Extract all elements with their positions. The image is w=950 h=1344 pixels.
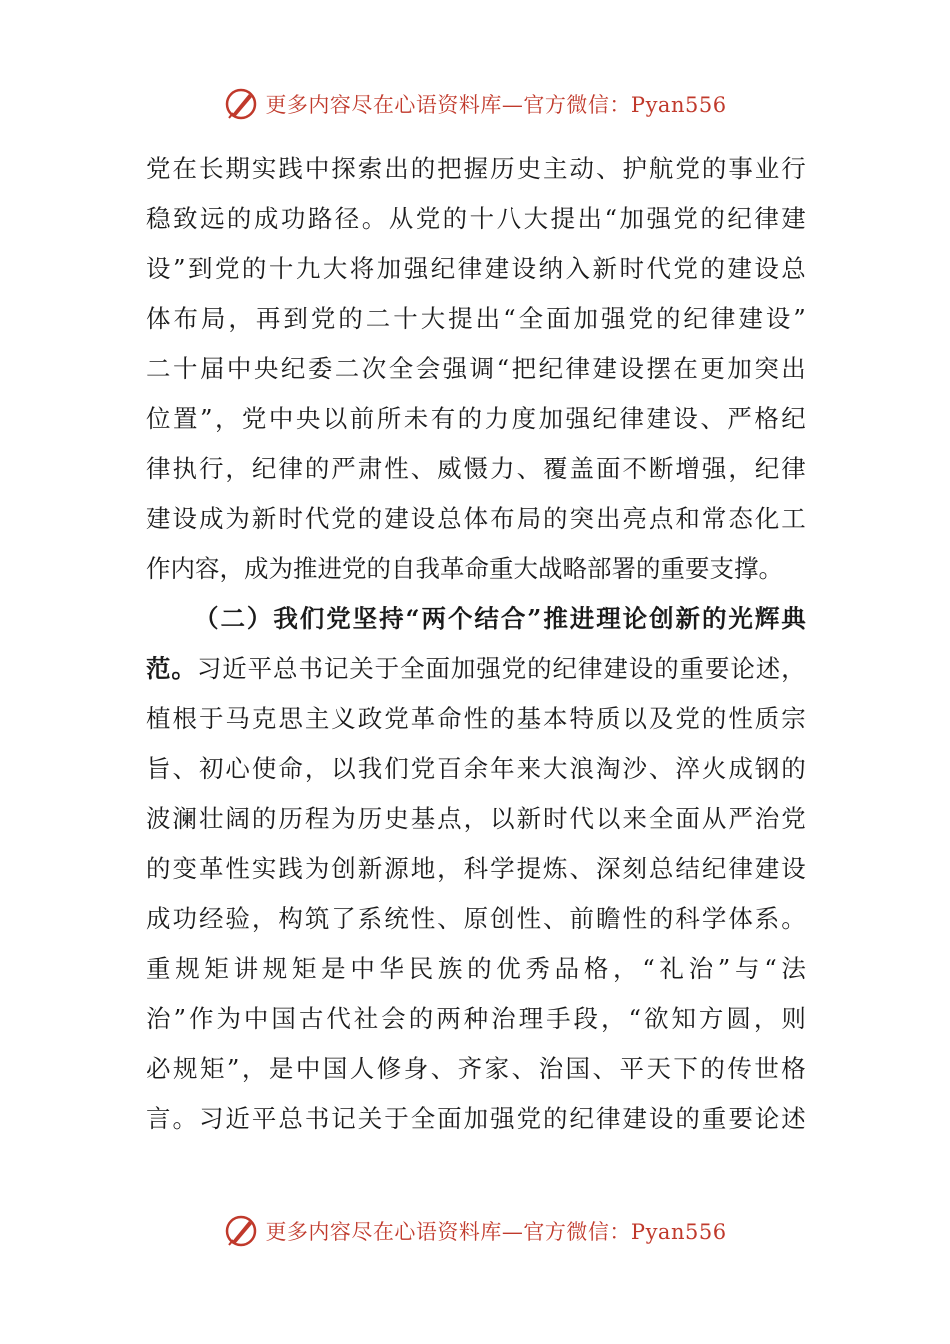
text-line: 波 澜 壮 阔 的 历 程 为 历 史 基 点 ， 以 新 时 代 以 来 全 面 从 严 治 党 [146,804,806,833]
text-line: 设 ” 到 党 的 十 九 大 将 加 强 纪 律 建 设 纳 入 新 时 代 党 的 建 设 总 [146,254,806,283]
text-line: 治 ” 作 为 中 国 古 代 社 会 的 两 种 治 理 手 段 ， “ 欲 知 方 圆 ， 则 [146,1004,806,1033]
section-heading: （ 二 ） 我 们 党 坚 持 “ 两 个 结 合 ” 推 进 理 论 创 新 的 光 辉 典 [194,604,806,633]
text-line: 位 置 ” ， 党 中 央 以 前 所 未 有 的 力 度 加 强 纪 律 建 设 、 严 格 纪 [146,404,806,433]
quill-pen-icon [223,86,259,122]
text-line: 言 。 习 近 平 总 书 记 关 于 全 面 加 强 党 的 纪 律 建 设 的 重 要 论 述 [146,1104,806,1133]
text-line: 律 执 行 ， 纪 律 的 严 肃 性 、 威 慑 力 、 覆 盖 面 不 断 增 强 ， 纪 律 [146,454,806,483]
document-body [146,144,806,1144]
header-banner-text: 更多内容尽在心语资料库—官方微信：Pyan556 [265,93,727,117]
header-banner [0,84,950,124]
text-line: 重 规 矩 讲 规 矩 是 中 华 民 族 的 优 秀 品 格 ， “ 礼 治 ” 与 “ 法 [146,954,806,983]
text-line: 范 。 习 近 平 总 书 记 关 于 全 面 加 强 党 的 纪 律 建 设 的 重 要 论 述 ， [146,654,806,683]
text-line: 的 变 革 性 实 践 为 创 新 源 地 ， 科 学 提 炼 、 深 刻 总 结 纪 律 建 设 [146,854,806,883]
quill-pen-icon [223,1213,259,1249]
text-line: 成 功 经 验 ， 构 筑 了 系 统 性 、 原 创 性 、 前 瞻 性 的 科 学 体 系 。 [146,904,806,933]
text-line: 必 规 矩 ” ， 是 中 国 人 修 身 、 齐 家 、 治 国 、 平 天 下 的 传 世 格 [146,1054,806,1083]
text-line: 党 在 长 期 实 践 中 探 索 出 的 把 握 历 史 主 动 、 护 航 党 的 事 业 行 [146,154,806,183]
footer-banner-text: 更多内容尽在心语资料库—官方微信：Pyan556 [265,1220,727,1244]
text-line: 建 设 成 为 新 时 代 党 的 建 设 总 体 布 局 的 突 出 亮 点 和 常 态 化 工 [146,504,806,533]
text-line: 旨 、 初 心 使 命 ， 以 我 们 党 百 余 年 来 大 浪 淘 沙 、 淬 火 成 钢 的 [146,754,806,783]
text-line: 稳 致 远 的 成 功 路 径 。 从 党 的 十 八 大 提 出 “ 加 强 党 的 纪 律 建 [146,204,806,233]
paragraph-2 [146,594,806,1144]
text-line: 体 布 局 ， 再 到 党 的 二 十 大 提 出 “ 全 面 加 强 党 的 纪 律 建 设 ” [146,304,806,333]
paragraph-1 [146,144,806,594]
text-line: 作内容，成为推进党的自我革命重大战略部署的重要支撑。 [146,554,783,583]
footer-banner [0,1211,950,1251]
text-line: 植 根 于 马 克 思 主 义 政 党 革 命 性 的 基 本 特 质 以 及 党 的 性 质 宗 [146,704,806,733]
text-line: 二 十 届 中 央 纪 委 二 次 全 会 强 调 “ 把 纪 律 建 设 摆 在 更 加 突 出 [146,354,806,383]
